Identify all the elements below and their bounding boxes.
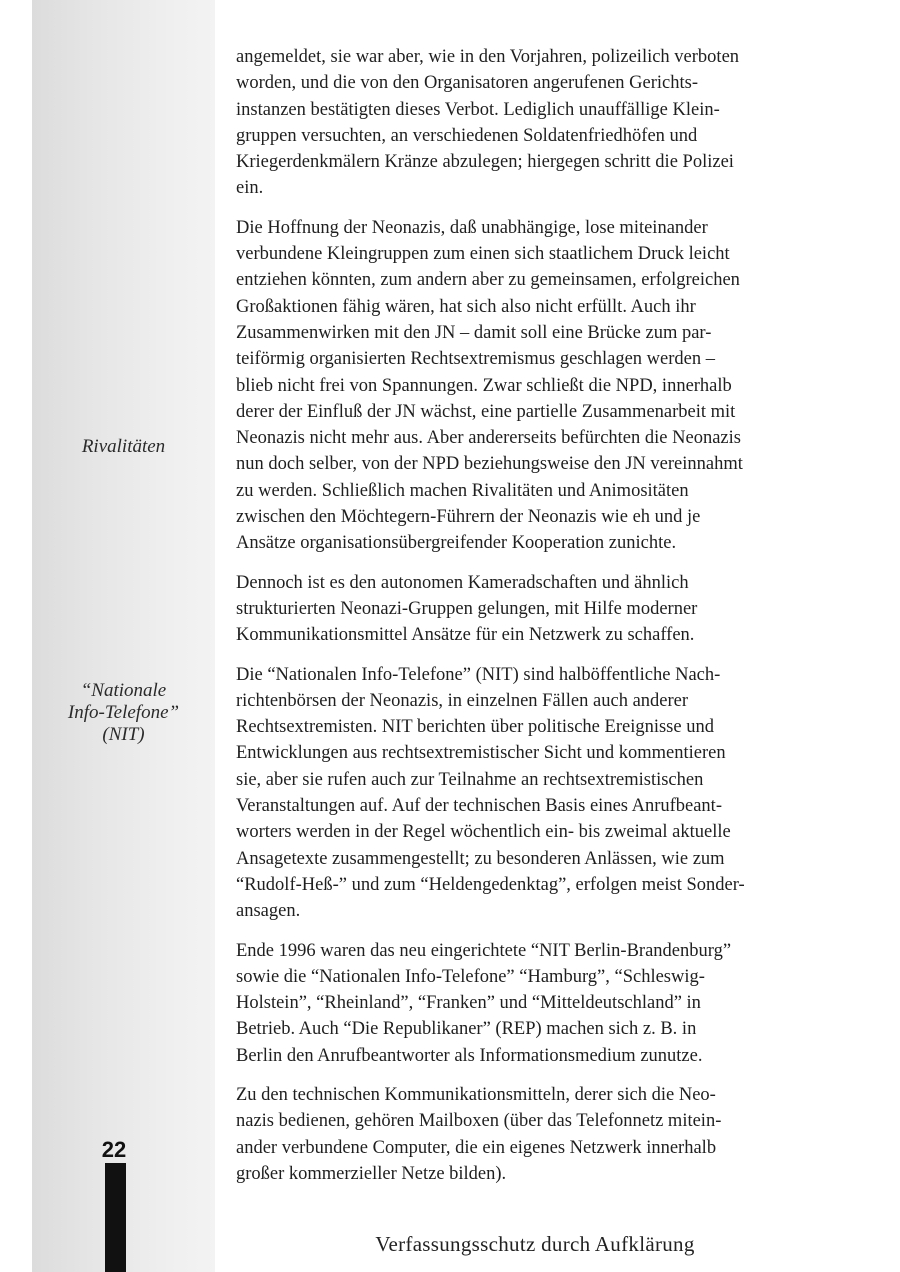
side-note-rivalitaeten: [32, 436, 215, 458]
text-line: Ende 1996 waren das neu eingerichtete “NIT Berlin-Brandenburg”: [236, 940, 732, 961]
text-line: Kriegerdenkmälern Kränze abzulegen; hiergegen schritt die Polizei: [236, 152, 734, 173]
side-note-line: (NIT): [102, 724, 145, 745]
page-marker-bar: [105, 1163, 126, 1272]
text-line: Holstein”, “Rheinland”, “Franken” und “Mitteldeutschland” in: [236, 993, 701, 1014]
text-line: Ansätze organisationsübergreifender Kooperation zunichte.: [236, 533, 677, 554]
body-text: [236, 44, 808, 1200]
text-line: richtenbörsen der Neonazis, in einzelnen Fällen auch anderer: [236, 690, 689, 711]
text-line: nazis bedienen, gehören Mailboxen (über das Telefonnetz mitein-: [236, 1111, 722, 1132]
text-line: Die Hoffnung der Neonazis, daß unabhängige, lose miteinander: [236, 217, 708, 238]
paragraph: [236, 662, 808, 925]
text-line: zu werden. Schließlich machen Rivalitäten und Animositäten: [236, 480, 689, 501]
text-line: ein.: [236, 178, 264, 199]
text-line: verbundene Kleingruppen zum einen sich staatlichem Druck leicht: [236, 244, 730, 265]
page-margin: [0, 0, 32, 1272]
paragraph: [236, 44, 808, 202]
sidebar: [32, 0, 215, 1272]
side-note-line: “Nationale: [80, 680, 167, 701]
text-line: gruppen versuchten, an verschiedenen Soldatenfriedhöfen und: [236, 125, 698, 146]
text-line: Dennoch ist es den autonomen Kameradschaften und ähnlich: [236, 572, 689, 593]
text-line: Berlin den Anrufbeantworter als Informationsmedium zunutze.: [236, 1045, 703, 1066]
page-footer: Verfassungsschutz durch Aufklärung: [375, 1232, 695, 1256]
page-number: 22: [101, 1137, 127, 1162]
paragraph: [236, 570, 808, 649]
text-line: ansagen.: [236, 901, 301, 922]
text-line: nun doch selber, von der NPD beziehungsweise den JN vereinnahmt: [236, 454, 743, 475]
text-line: großer kommerzieller Netze bilden).: [236, 1163, 507, 1184]
text-line: zwischen den Möchtegern-Führern der Neonazis wie eh und je: [236, 507, 701, 528]
text-line: derer der Einfluß der JN wächst, eine partielle Zusammenarbeit mit: [236, 401, 736, 422]
text-line: worters werden in der Regel wöchentlich ein- bis zweimal aktuelle: [236, 822, 731, 843]
text-line: Zu den technischen Kommunikationsmitteln, derer sich die Neo-: [236, 1084, 716, 1105]
text-line: Großaktionen fähig wären, hat sich also nicht erfüllt. Auch ihr: [236, 296, 696, 317]
text-line: entziehen könnten, zum andern aber zu gemeinsamen, erfolgreichen: [236, 270, 740, 291]
text-line: teiförmig organisierten Rechtsextremismus geschlagen werden –: [236, 349, 715, 370]
paragraph: [236, 1082, 808, 1187]
paragraph: [236, 215, 808, 557]
text-line: “Rudolf-Heß-” und zum “Heldengedenktag”, erfolgen meist Sonder-: [236, 874, 745, 895]
text-line: Die “Nationalen Info-Telefone” (NIT) sind halböffentliche Nach-: [236, 664, 721, 685]
text-line: Entwicklungen aus rechtsextremistischer Sicht und kommentieren: [236, 743, 726, 764]
text-line: strukturierten Neonazi-Gruppen gelungen, mit Hilfe moderner: [236, 598, 698, 619]
side-note-nit: [32, 680, 215, 746]
text-line: angemeldet, sie war aber, wie in den Vorjahren, polizeilich verboten: [236, 47, 740, 67]
text-line: sie, aber sie rufen auch zur Teilnahme an rechtsextremistischen: [236, 769, 704, 790]
side-note-line: Rivalitäten: [81, 436, 166, 457]
paragraph: [236, 938, 808, 1069]
text-line: Ansagetexte zusammengestellt; zu besonderen Anlässen, wie zum: [236, 848, 725, 869]
text-line: instanzen bestätigten dieses Verbot. Lediglich unauffällige Klein-: [236, 99, 720, 120]
text-line: Rechtsextremisten. NIT berichten über politische Ereignisse und: [236, 717, 714, 738]
text-line: blieb nicht frei von Spannungen. Zwar schließt die NPD, innerhalb: [236, 375, 732, 396]
text-line: Neonazis nicht mehr aus. Aber andererseits befürchten die Neonazis: [236, 428, 741, 449]
text-line: ander verbundene Computer, die ein eigenes Netzwerk innerhalb: [236, 1137, 717, 1158]
text-line: Veranstaltungen auf. Auf der technischen Basis eines Anrufbeant-: [236, 796, 722, 817]
text-line: Betrieb. Auch “Die Republikaner” (REP) machen sich z. B. in: [236, 1019, 697, 1040]
text-line: worden, und die von den Organisatoren angerufenen Gerichts-: [236, 73, 699, 94]
text-line: Zusammenwirken mit den JN – damit soll eine Brücke zum par-: [236, 322, 712, 343]
text-line: sowie die “Nationalen Info-Telefone” “Hamburg”, “Schleswig-: [236, 966, 705, 987]
side-note-line: Info-Telefone”: [67, 702, 180, 723]
text-line: Kommunikationsmittel Ansätze für ein Netzwerk zu schaffen.: [236, 625, 695, 646]
